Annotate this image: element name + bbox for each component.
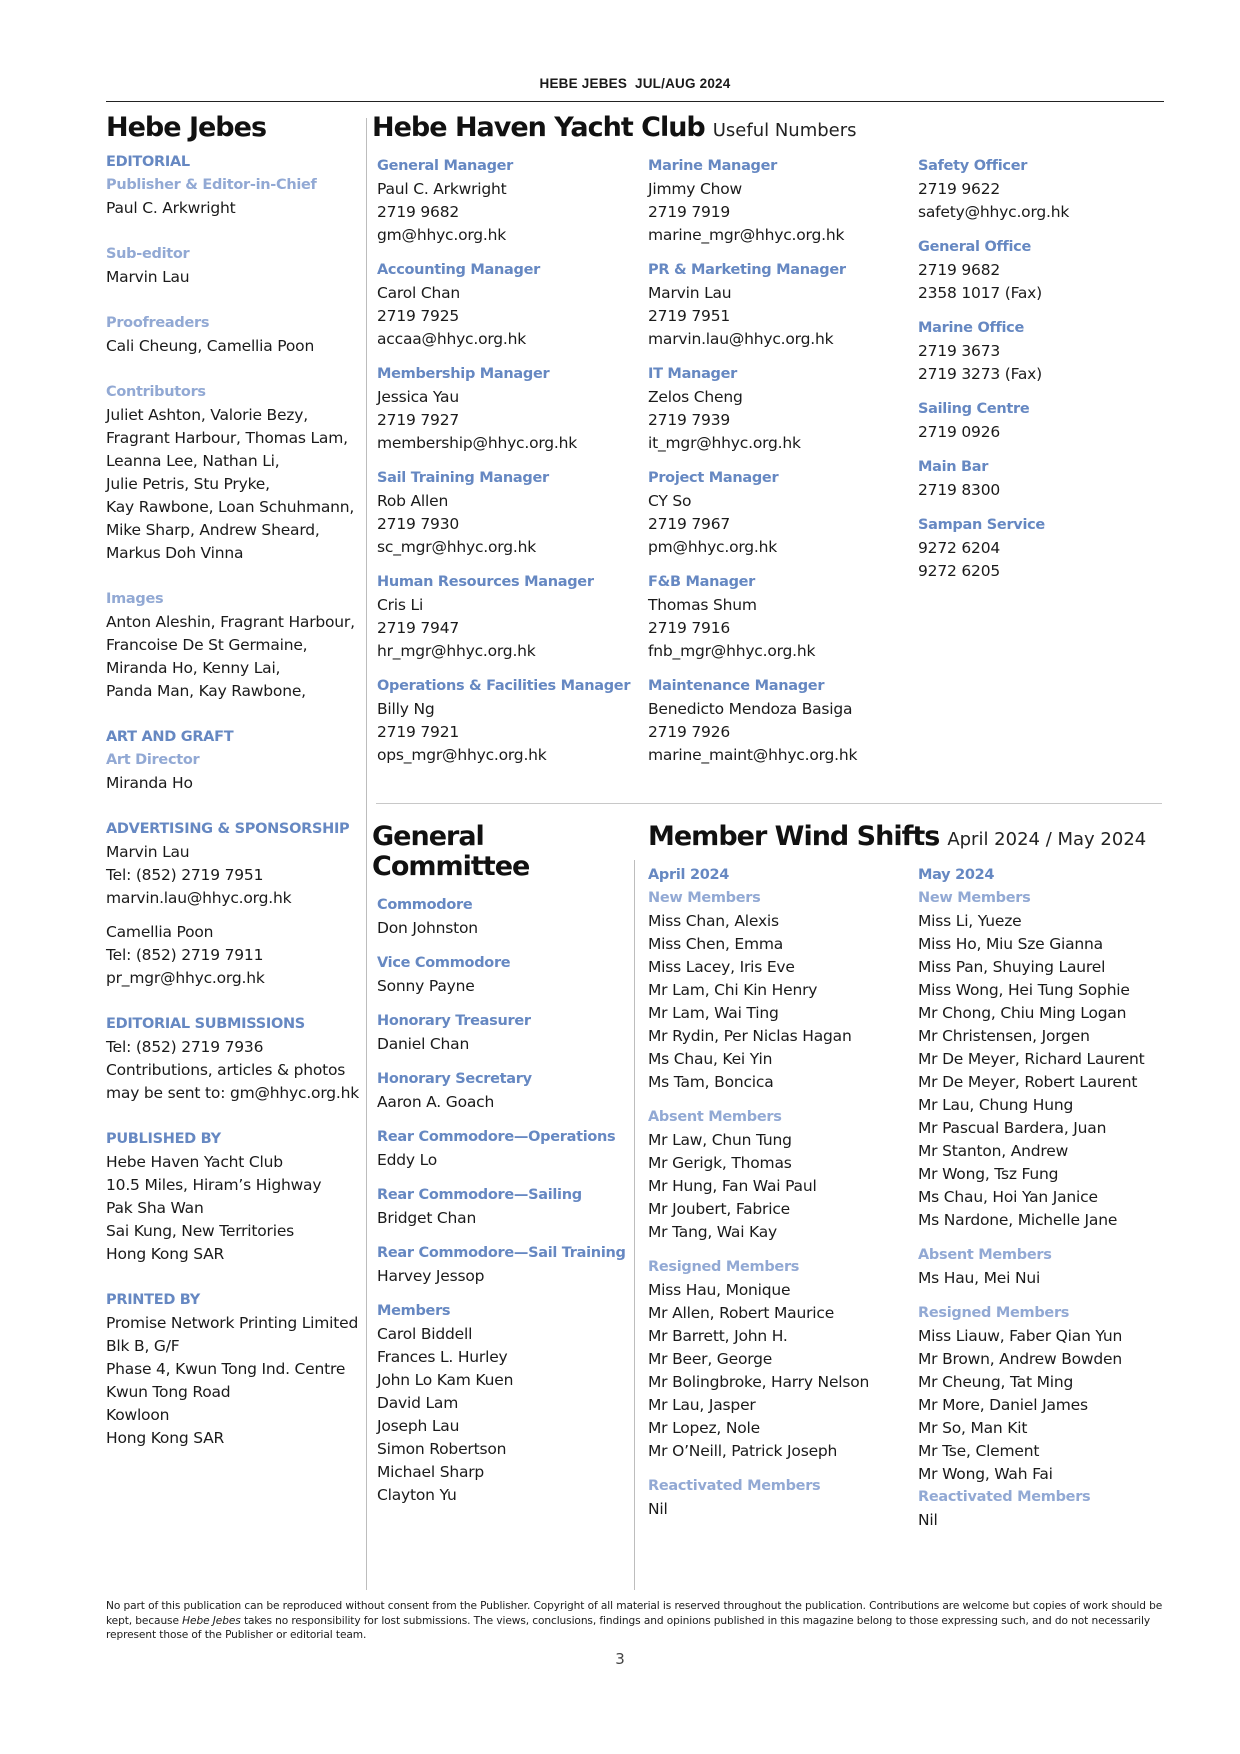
committee-member: Michael Sharp	[377, 1463, 485, 1481]
contact-role: Membership Manager	[377, 366, 550, 382]
contact-line: 2719 8300	[918, 481, 1001, 499]
contact-role: Main Bar	[918, 459, 989, 475]
member-name: Mr Rydin, Per Niclas Hagan	[648, 1027, 852, 1045]
contact-line: gm@hhyc.org.hk	[377, 226, 507, 244]
wind-shifts-title-text: Member Wind Shifts	[648, 821, 940, 852]
member-group-label: Reactivated Members	[648, 1478, 821, 1494]
submissions-line: Tel: (852) 2719 7936	[106, 1038, 264, 1056]
art-heading: ART AND GRAFT	[106, 729, 234, 745]
editorial-heading: EDITORIAL	[106, 154, 190, 170]
member-name: Mr Tse, Clement	[918, 1442, 1040, 1460]
contact-line: Billy Ng	[377, 700, 435, 718]
copyright-disclaimer	[106, 1599, 1164, 1643]
member-group	[648, 1106, 910, 1244]
member-group	[918, 1486, 1166, 1532]
contact-line: 2719 7967	[648, 515, 731, 533]
member-group-label: Resigned Members	[648, 1259, 800, 1275]
contact-block	[648, 675, 910, 767]
advertising-contact-line: Tel: (852) 2719 7951	[106, 866, 264, 884]
member-group	[648, 1475, 910, 1521]
month-heading: April 2024	[648, 867, 730, 883]
published-heading: PUBLISHED BY	[106, 1131, 221, 1147]
member-name: Mr Lau, Jasper	[648, 1396, 756, 1414]
member-name: Mr Beer, George	[648, 1350, 773, 1368]
printed-line: Promise Network Printing Limited	[106, 1314, 359, 1332]
committee-member: Eddy Lo	[377, 1151, 438, 1169]
contact-block	[648, 571, 910, 663]
member-name: Mr Lopez, Nole	[648, 1419, 761, 1437]
committee-member: Carol Biddell	[377, 1325, 473, 1343]
committee-title: General Committee	[372, 821, 530, 882]
contact-line: 2719 7925	[377, 307, 460, 325]
member-name: Mr Tang, Wai Kay	[648, 1223, 778, 1241]
contact-role: General Office	[918, 239, 1031, 255]
club-title-text: Hebe Haven Yacht Club	[372, 112, 705, 143]
member-name: Mr Bolingbroke, Harry Nelson	[648, 1373, 870, 1391]
member-group-label: New Members	[918, 890, 1031, 906]
committee-role: Honorary Treasurer	[377, 1013, 531, 1029]
contact-line: fnb_mgr@hhyc.org.hk	[648, 642, 816, 660]
section-divider	[376, 803, 1162, 804]
contact-block	[918, 398, 1158, 444]
contact-block	[377, 363, 639, 455]
contact-line: Carol Chan	[377, 284, 461, 302]
images-label: Images	[106, 591, 164, 607]
contact-role: F&B Manager	[648, 574, 756, 590]
member-name: Mr Wong, Wah Fai	[918, 1465, 1053, 1483]
committee-member: David Lam	[377, 1394, 459, 1412]
printed-line: Kowloon	[106, 1406, 170, 1424]
member-name: Mr Gerigk, Thomas	[648, 1154, 792, 1172]
contact-line: hr_mgr@hhyc.org.hk	[377, 642, 536, 660]
member-group-label: Resigned Members	[918, 1305, 1070, 1321]
member-group-label: Absent Members	[918, 1247, 1052, 1263]
committee-role-block	[377, 1300, 634, 1507]
contact-line: Rob Allen	[377, 492, 449, 510]
contact-block	[377, 155, 639, 247]
member-group	[918, 1302, 1166, 1486]
disclaimer-text: takes no responsibility for lost submissions. The views, conclusions, findings and opinions published in this magazine belong to those expressing such, and do not necessarily represent those of the Publisher or editorial team.	[106, 1614, 1150, 1641]
member-name: Miss Li, Yueze	[918, 912, 1022, 930]
contributors-line: Leanna Lee, Nathan Li,	[106, 452, 280, 470]
contact-line: marvin.lau@hhyc.org.hk	[648, 330, 834, 348]
images-line: Anton Aleshin, Fragrant Harbour,	[106, 613, 355, 631]
committee-role-block	[377, 894, 634, 940]
member-name: Mr De Meyer, Richard Laurent	[918, 1050, 1145, 1068]
member-name: Mr Chong, Chiu Ming Logan	[918, 1004, 1127, 1022]
contact-line: 2719 7939	[648, 411, 731, 429]
member-name: Mr O’Neill, Patrick Joseph	[648, 1442, 838, 1460]
advertising-contact-line: marvin.lau@hhyc.org.hk	[106, 889, 292, 907]
member-name: Mr Lau, Chung Hung	[918, 1096, 1074, 1114]
committee-member: Aaron A. Goach	[377, 1093, 495, 1111]
committee-role: Members	[377, 1303, 451, 1319]
printed-line: Hong Kong SAR	[106, 1429, 225, 1447]
publisher-name: Paul C. Arkwright	[106, 199, 236, 217]
wind-shifts-subtitle: April 2024 / May 2024	[947, 829, 1147, 850]
member-group	[918, 1244, 1166, 1290]
member-name: Ms Chau, Hoi Yan Janice	[918, 1188, 1098, 1206]
art-director-name: Miranda Ho	[106, 774, 193, 792]
useful-numbers-header	[372, 113, 1172, 146]
images-line: Francoise De St Germaine,	[106, 636, 308, 654]
advertising-contact-line: pr_mgr@hhyc.org.hk	[106, 969, 265, 987]
contact-line: 2719 7947	[377, 619, 460, 637]
contact-line: 9272 6205	[918, 562, 1001, 580]
committee-role-block	[377, 1010, 634, 1056]
contact-line: it_mgr@hhyc.org.hk	[648, 434, 801, 452]
may-column	[918, 864, 1166, 1532]
contact-line: CY So	[648, 492, 692, 510]
wind-shifts-title	[648, 822, 1168, 855]
useful-numbers-col2	[648, 155, 910, 779]
contact-block	[377, 675, 639, 767]
submissions-heading: EDITORIAL SUBMISSIONS	[106, 1016, 305, 1032]
contact-block	[377, 467, 639, 559]
committee-role: Rear Commodore—Sailing	[377, 1187, 582, 1203]
advertising-contact-line: Camellia Poon	[106, 923, 214, 941]
member-name: Ms Tam, Boncica	[648, 1073, 774, 1091]
useful-numbers-subtitle: Useful Numbers	[712, 120, 857, 141]
contributors-line: Kay Rawbone, Loan Schuhmann,	[106, 498, 355, 516]
member-name: Mr Christensen, Jorgen	[918, 1027, 1090, 1045]
contact-role: Sail Training Manager	[377, 470, 549, 486]
contact-role: Project Manager	[648, 470, 779, 486]
committee-role: Rear Commodore—Operations	[377, 1129, 616, 1145]
member-group	[648, 887, 910, 1094]
published-line: Sai Kung, New Territories	[106, 1222, 295, 1240]
column-divider-left	[366, 118, 367, 1590]
committee-role: Rear Commodore—Sail Training	[377, 1245, 626, 1261]
column-divider-middle	[634, 860, 635, 1590]
april-column	[648, 864, 910, 1533]
member-name: Nil	[918, 1511, 938, 1529]
proofreaders-names: Cali Cheung, Camellia Poon	[106, 337, 315, 355]
header-rule	[106, 101, 1164, 102]
contact-line: marine_mgr@hhyc.org.hk	[648, 226, 845, 244]
masthead-title: Hebe Jebes	[106, 112, 267, 143]
art-director-label: Art Director	[106, 752, 200, 768]
committee-member: Joseph Lau	[377, 1417, 460, 1435]
committee-role: Commodore	[377, 897, 473, 913]
contact-line: safety@hhyc.org.hk	[918, 203, 1070, 221]
contact-role: IT Manager	[648, 366, 738, 382]
contact-line: accaa@hhyc.org.hk	[377, 330, 527, 348]
contact-line: 2719 7927	[377, 411, 460, 429]
contact-line: marine_maint@hhyc.org.hk	[648, 746, 858, 764]
member-name: Mr So, Man Kit	[918, 1419, 1028, 1437]
committee-member: Clayton Yu	[377, 1486, 457, 1504]
contact-line: Benedicto Mendoza Basiga	[648, 700, 853, 718]
published-line: Pak Sha Wan	[106, 1199, 204, 1217]
member-name: Ms Chau, Kei Yin	[648, 1050, 773, 1068]
member-name: Mr Lam, Wai Ting	[648, 1004, 779, 1022]
committee-role-block	[377, 1242, 634, 1288]
contributors-label: Contributors	[106, 384, 206, 400]
published-line: 10.5 Miles, Hiram’s Highway	[106, 1176, 322, 1194]
member-name: Mr Stanton, Andrew	[918, 1142, 1069, 1160]
committee-member: Don Johnston	[377, 919, 478, 937]
committee-member: Bridget Chan	[377, 1209, 477, 1227]
member-name: Miss Chen, Emma	[648, 935, 784, 953]
contact-block	[648, 467, 910, 559]
contact-block	[918, 456, 1158, 502]
member-group	[918, 887, 1166, 1232]
member-name: Ms Nardone, Michelle Jane	[918, 1211, 1118, 1229]
contact-line: 2719 7921	[377, 723, 460, 741]
contact-block	[648, 259, 910, 351]
contact-line: 2719 7919	[648, 203, 731, 221]
printed-heading: PRINTED BY	[106, 1292, 200, 1308]
contact-line: Paul C. Arkwright	[377, 180, 507, 198]
committee-role: Vice Commodore	[377, 955, 511, 971]
committee-role-block	[377, 1068, 634, 1114]
member-name: Mr Cheung, Tat Ming	[918, 1373, 1074, 1391]
disclaimer-text: No part of this publication can be reproduced without consent from the Publisher. Copyright of all material is reserved throughout the publication. Contributions are welcome but copies of work should be kept, because	[106, 1600, 1163, 1627]
disclaimer-magazine-name: Hebe Jebes	[182, 1614, 241, 1627]
contact-block	[918, 236, 1158, 305]
subeditor-name: Marvin Lau	[106, 268, 190, 286]
contact-line: Marvin Lau	[648, 284, 732, 302]
committee-member: Sonny Payne	[377, 977, 475, 995]
committee-member: John Lo Kam Kuen	[377, 1371, 514, 1389]
member-name: Mr Pascual Bardera, Juan	[918, 1119, 1107, 1137]
member-group	[648, 1256, 910, 1463]
contact-line: 2719 7930	[377, 515, 460, 533]
contact-line: 2719 7916	[648, 619, 731, 637]
contact-block	[648, 155, 910, 247]
running-header	[106, 76, 1164, 91]
contact-line: 2719 7926	[648, 723, 731, 741]
contributors-line: Julie Petris, Stu Pryke,	[106, 475, 270, 493]
wind-shifts-header	[648, 822, 1168, 855]
contact-line: membership@hhyc.org.hk	[377, 434, 578, 452]
member-name: Mr Joubert, Fabrice	[648, 1200, 790, 1218]
advertising-heading: ADVERTISING & SPONSORSHIP	[106, 821, 350, 837]
member-name: Miss Pan, Shuying Laurel	[918, 958, 1106, 976]
printed-line: Blk B, G/F	[106, 1337, 180, 1355]
contact-role: Marine Manager	[648, 158, 778, 174]
member-name: Miss Chan, Alexis	[648, 912, 779, 930]
member-name: Miss Hau, Monique	[648, 1281, 791, 1299]
contributors-line: Juliet Ashton, Valorie Bezy,	[106, 406, 308, 424]
published-line: Hong Kong SAR	[106, 1245, 225, 1263]
committee-role-block	[377, 1126, 634, 1172]
contact-line: Jimmy Chow	[648, 180, 742, 198]
member-name: Mr Allen, Robert Maurice	[648, 1304, 835, 1322]
masthead-column	[106, 113, 361, 1450]
member-name: Nil	[648, 1500, 668, 1518]
member-group-label: New Members	[648, 890, 761, 906]
member-name: Mr Hung, Fan Wai Paul	[648, 1177, 817, 1195]
advertising-contact-line: Marvin Lau	[106, 843, 190, 861]
magazine-name: HEBE JEBES	[539, 76, 628, 91]
club-title	[372, 113, 1172, 146]
contact-line: 2358 1017 (Fax)	[918, 284, 1043, 302]
committee-role-block	[377, 952, 634, 998]
images-line: Panda Man, Kay Rawbone,	[106, 682, 306, 700]
contact-role: Sampan Service	[918, 517, 1045, 533]
contact-role: Sailing Centre	[918, 401, 1030, 417]
member-name: Mr Brown, Andrew Bowden	[918, 1350, 1123, 1368]
contact-role: Marine Office	[918, 320, 1024, 336]
contact-role: Human Resources Manager	[377, 574, 594, 590]
contact-block	[918, 155, 1158, 224]
contact-role: General Manager	[377, 158, 514, 174]
committee-member: Frances L. Hurley	[377, 1348, 508, 1366]
member-name: Miss Ho, Miu Sze Gianna	[918, 935, 1103, 953]
proofreaders-label: Proofreaders	[106, 315, 210, 331]
member-name: Mr Barrett, John H.	[648, 1327, 788, 1345]
subeditor-label: Sub-editor	[106, 246, 190, 262]
images-line: Miranda Ho, Kenny Lai,	[106, 659, 281, 677]
submissions-line: may be sent to: gm@hhyc.org.hk	[106, 1084, 360, 1102]
contact-block	[377, 571, 639, 663]
contact-line: pm@hhyc.org.hk	[648, 538, 778, 556]
contact-line: 9272 6204	[918, 539, 1001, 557]
contact-block	[918, 317, 1158, 386]
contributors-line: Mike Sharp, Andrew Sheard,	[106, 521, 320, 539]
committee-role: Honorary Secretary	[377, 1071, 532, 1087]
contact-line: 2719 3273 (Fax)	[918, 365, 1043, 383]
contact-line: sc_mgr@hhyc.org.hk	[377, 538, 536, 556]
contact-block	[648, 363, 910, 455]
contact-role: Operations & Facilities Manager	[377, 678, 631, 694]
member-group-label: Reactivated Members	[918, 1489, 1091, 1505]
contact-line: 2719 9622	[918, 180, 1001, 198]
contact-line: Zelos Cheng	[648, 388, 743, 406]
contact-role: Accounting Manager	[377, 262, 540, 278]
member-name: Miss Lacey, Iris Eve	[648, 958, 795, 976]
contact-role: PR & Marketing Manager	[648, 262, 846, 278]
contributors-line: Fragrant Harbour, Thomas Lam,	[106, 429, 348, 447]
contact-line: Thomas Shum	[648, 596, 757, 614]
member-name: Mr Lam, Chi Kin Henry	[648, 981, 818, 999]
contributors-line: Markus Doh Vinna	[106, 544, 244, 562]
contact-line: 2719 3673	[918, 342, 1001, 360]
published-line: Hebe Haven Yacht Club	[106, 1153, 283, 1171]
member-name: Ms Hau, Mei Nui	[918, 1269, 1041, 1287]
advertising-contact-line: Tel: (852) 2719 7911	[106, 946, 264, 964]
contact-block	[377, 259, 639, 351]
printed-line: Kwun Tong Road	[106, 1383, 231, 1401]
member-group-label: Absent Members	[648, 1109, 782, 1125]
page-number: 3	[615, 1650, 625, 1668]
contact-line: 2719 9682	[918, 261, 1001, 279]
useful-numbers-col1	[377, 155, 639, 779]
useful-numbers-col3	[918, 155, 1158, 595]
committee-role-block	[377, 1184, 634, 1230]
contact-line: 2719 0926	[918, 423, 1001, 441]
member-name: Mr Wong, Tsz Fung	[918, 1165, 1059, 1183]
committee-member: Daniel Chan	[377, 1035, 470, 1053]
committee-member: Harvey Jessop	[377, 1267, 485, 1285]
contact-role: Safety Officer	[918, 158, 1028, 174]
member-name: Miss Liauw, Faber Qian Yun	[918, 1327, 1123, 1345]
printed-line: Phase 4, Kwun Tong Ind. Centre	[106, 1360, 346, 1378]
committee-member: Simon Robertson	[377, 1440, 507, 1458]
contact-line: 2719 7951	[648, 307, 731, 325]
member-name: Mr Law, Chun Tung	[648, 1131, 792, 1149]
contact-line: Cris Li	[377, 596, 424, 614]
contact-line: Jessica Yau	[377, 388, 459, 406]
member-name: Mr More, Daniel James	[918, 1396, 1088, 1414]
issue-date: JUL/AUG 2024	[635, 76, 731, 91]
contact-line: ops_mgr@hhyc.org.hk	[377, 746, 547, 764]
contact-role: Maintenance Manager	[648, 678, 825, 694]
member-name: Miss Wong, Hei Tung Sophie	[918, 981, 1130, 999]
month-heading: May 2024	[918, 867, 995, 883]
member-name: Mr De Meyer, Robert Laurent	[918, 1073, 1138, 1091]
contact-line: 2719 9682	[377, 203, 460, 221]
submissions-line: Contributions, articles & photos	[106, 1061, 346, 1079]
general-committee-column	[372, 822, 634, 1519]
publisher-label: Publisher & Editor-in-Chief	[106, 177, 317, 193]
contact-block	[918, 514, 1158, 583]
